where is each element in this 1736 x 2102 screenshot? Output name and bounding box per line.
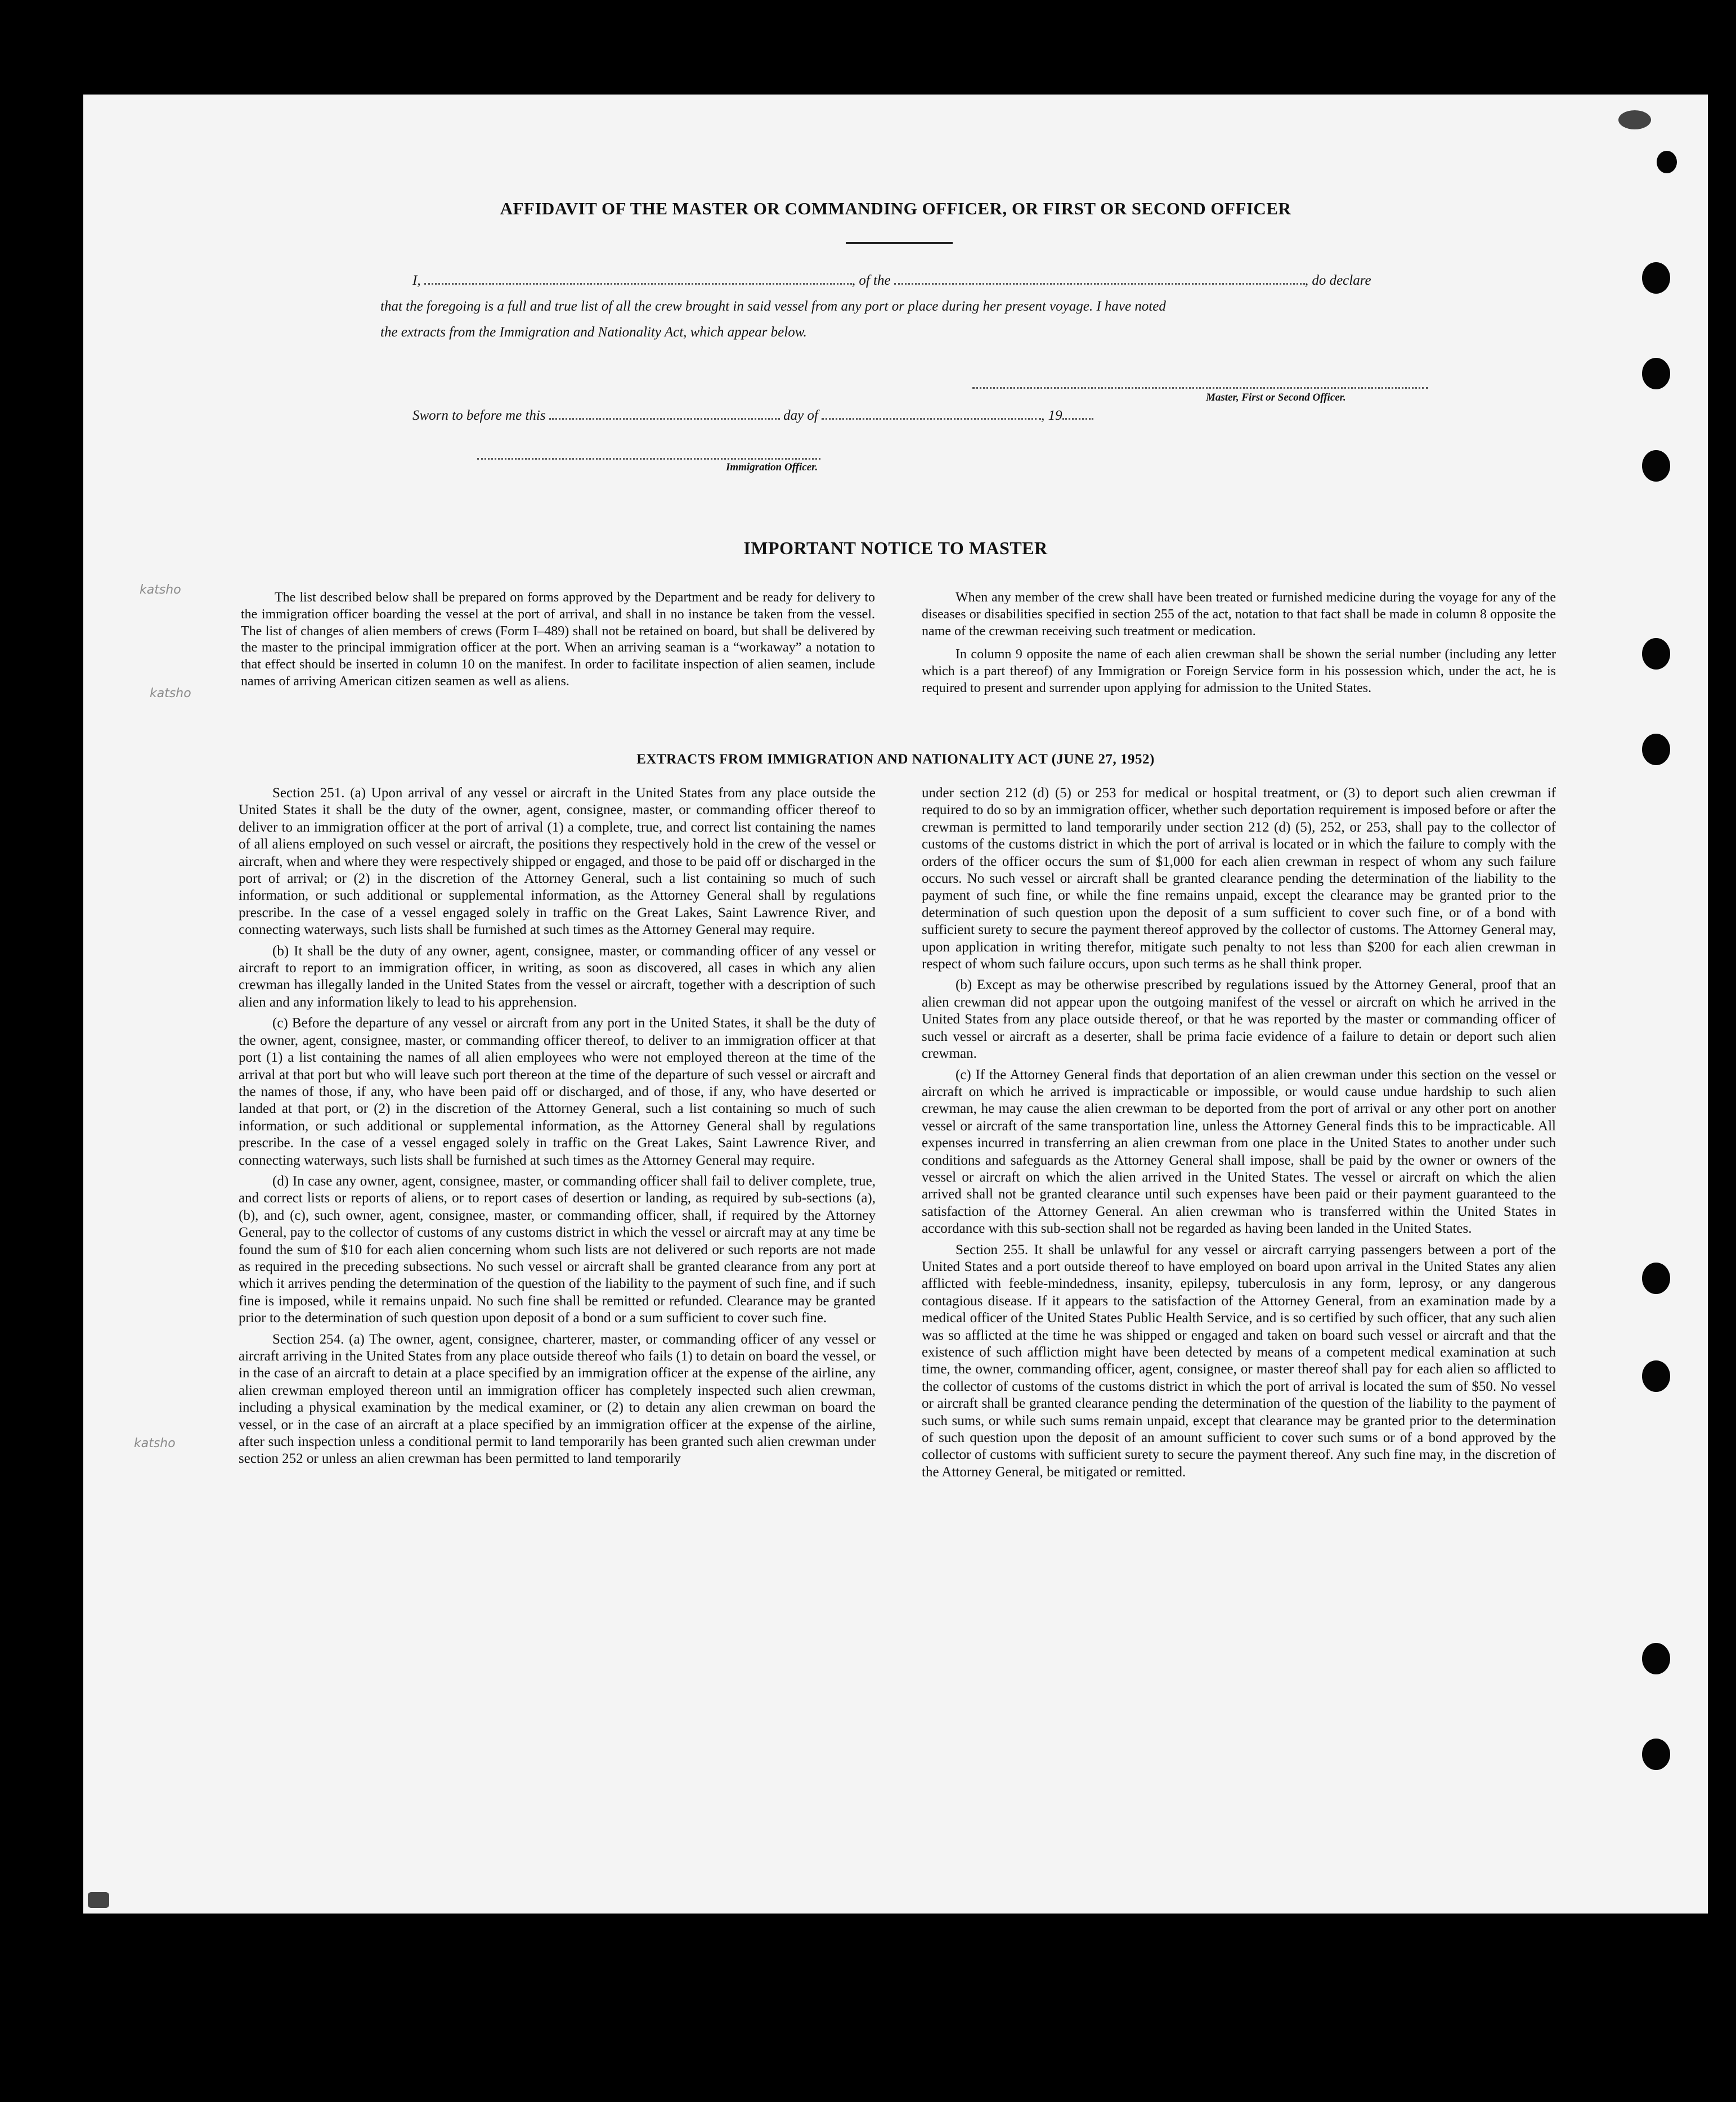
section-251-d: (d) In case any owner, agent, consignee, master, or commanding officer shall fail to deliver complete, true, and correct lists or reports of aliens, or to report cases of desertion or landing, as required by sub-sections (a), (b), and (c), such owner, agent, consignee, master, or commanding officer, shall, if required by the Attorney General, pay to the collector of customs of any customs district in which the vessel or aircraft may at any time be found the sum of $10 for each alien concerning whom such lists are not delivered or such reports are not made as required in the preceding subsections. No such vessel or aircraft shall be granted clearance from any port at which it arrives pending the determination of the question of the liability to the payment of such fine, and if such fine is imposed, while it remains unpaid. No such fine shall be remitted or refunded. Clearance may be granted prior to the determination of such question upon deposit of a bond or a sum sufficient to cover such fine. bbox=[239, 1173, 876, 1326]
of-the-label: , of the bbox=[851, 273, 891, 288]
section-251-c: (c) Before the departure of any vessel or aircraft from any port in the United States, it shall be the duty of the owner, agent, consignee, master, or commanding officer thereof, to deliver to an immigration officer at that port (1) a list containing the names of all alien employees who were not employed thereon at the time of the arrival at that port but who will leave such port thereon at the time of the departure of such vessel or aircraft and the names of those, if any, who have been paid off or discharged, and of those, if any, who have deserted or landed at that port, or (2) in the discretion of the Attorney General, such a list containing so much of such information, or such additional or supplemental information, as the Attorney General shall by regulations prescribe. In the case of a vessel engaged solely in traffic on the Great Lakes, Saint Lawrence River, and connecting waterways, such lists shall be furnished at such times as the Attorney General may require. bbox=[239, 1016, 876, 1168]
punch-hole bbox=[1642, 262, 1670, 294]
punch-hole bbox=[1642, 1263, 1670, 1294]
ink-speck bbox=[88, 1892, 109, 1908]
document-page bbox=[83, 95, 1708, 1914]
punch-hole bbox=[1642, 1360, 1670, 1392]
immigration-officer-caption: Immigration Officer. bbox=[726, 461, 818, 473]
notice-right-paragraph-2: In column 9 opposite the name of each alien crewman shall be shown the serial number (including any letter which is a part thereof) of any Immigration or Foreign Service form in his possession which, under the act, he is required to present and surrender upon applying for admission to the United States. bbox=[922, 647, 1556, 695]
notice-right-paragraph-1: When any member of the crew shall have been treated or furnished medicine during the voyage for any of the diseases or disabilities specified in section 255 of the act, notation to that fact shall be made in column 8 opposite the name of the crewman receiving such treatment or medication. bbox=[922, 590, 1556, 639]
day-of-label: day of bbox=[783, 408, 818, 423]
punch-hole bbox=[1642, 1739, 1670, 1770]
margin-note: katsho bbox=[140, 583, 181, 597]
extracts-title: EXTRACTS FROM IMMIGRATION AND NATIONALITY ACT (JUNE 27, 1952) bbox=[636, 752, 1155, 767]
year-label: , 19 bbox=[1041, 408, 1062, 423]
section-251-a: Section 251. (a) Upon arrival of any vessel or aircraft in the United States from any place outside the United States it shall be the duty of the owner, agent, consignee, master, or commanding officer thereof to deliver to an immigration officer at the port of arrival (1) a complete, true, and correct list containing the names of all aliens employed on such vessel or aircraft, the positions they respectively hold in the crew of the vessel or aircraft, when and where they were respectively shipped or engaged, and those to be paid off or discharged in the port of arrival; or (2) in the discretion of the Attorney General, such a list containing so much of such information, or such additional or supplemental information, as the Attorney General shall by regulations prescribe. In the case of a vessel engaged solely in traffic on the Great Lakes, Saint Lawrence River, and connecting waterways, such lists shall be furnished at such times as the Attorney General may require. bbox=[239, 785, 876, 938]
notice-title: IMPORTANT NOTICE TO MASTER bbox=[743, 538, 1048, 558]
sworn-year-blank bbox=[1062, 408, 1093, 420]
vessel-blank bbox=[894, 273, 1305, 285]
declaration-line-1: that the foregoing is a full and true list of all the crew brought in said vessel from any port or place during her present voyage. I have noted bbox=[380, 299, 1166, 314]
notice-left-column bbox=[241, 590, 875, 694]
punch-hole bbox=[1657, 151, 1677, 173]
punch-hole bbox=[1642, 358, 1670, 389]
sworn-month-blank bbox=[822, 408, 1041, 420]
ink-speck bbox=[1618, 110, 1651, 129]
punch-hole bbox=[1642, 638, 1670, 670]
punch-hole bbox=[1642, 450, 1670, 482]
section-255: Section 255. It shall be unlawful for any vessel or aircraft carrying passengers between a port of the United States and a port outside thereof to have employed on board upon arrival in the United States any alien afflicted with feeble-mindedness, insanity, epilepsy, tuberculosis in any form, leprosy, or any dangerous contagious disease. If it appears to the satisfaction of the Attorney General, from an examination made by a medical officer of the United States Public Health Service, and is so certified by such officer, that any such alien was so afflicted at the time he was shipped or engaged and taken on board such vessel or aircraft and that the existence of such affliction might have been detected by means of a competent medical examination at such time, the owner, commanding officer, agent, consignee, or master thereof shall pay for each alien so afflicted to the collector of customs of the customs district in which the port of arrival is located the sum of $50. No vessel or aircraft shall be granted clearance pending the determination of the question of the liability to the payment of such sums, or while such sums remain unpaid, except that clearance may be granted prior to the determination of such question upon the deposit of an amount sufficient to cover such sums or of a bond approved by the collector of customs with sufficient surety to secure the payment thereof. Any such fine may, in the discretion of the Attorney General, be mitigated or remitted. bbox=[922, 1242, 1556, 1480]
i-label: I, bbox=[412, 273, 421, 288]
master-signature-line bbox=[972, 377, 1428, 389]
section-251-b: (b) It shall be the duty of any owner, agent, consignee, master, or commanding officer of any vessel or aircraft to report to an immigration officer, in writing, as soon as discovered, all cases in which any alien crewman has illegally landed in the United States from the vessel or aircraft, together with a description of such alien and any information likely to lead to his apprehension. bbox=[239, 943, 876, 1010]
title-underline bbox=[846, 242, 953, 244]
sworn-label: Sworn to before me this bbox=[412, 408, 546, 423]
punch-hole bbox=[1642, 1643, 1670, 1674]
margin-note: katsho bbox=[134, 1436, 176, 1450]
immigration-officer-signature-line bbox=[477, 448, 820, 460]
affidavit-title: AFFIDAVIT OF THE MASTER OR COMMANDING OFFICER, OR FIRST OR SECOND OFFICER bbox=[500, 199, 1291, 218]
section-254-a-continued: under section 212 (d) (5) or 253 for medical or hospital treatment, or (3) to deport such alien crewman if required to do so by an immigration officer, whether such deportation requirement is imposed before or after the crewman is permitted to land temporarily under section 212 (d) (5), 252, or 253, shall pay to the collector of customs of the customs district in which the port of arrival is located or in which the failure to comply with the orders of the officer occurs the sum of $1,000 for each alien crewman in respect of whom any such failure occurs. No such vessel or aircraft shall be granted clearance pending the determination of the liability to the payment of such fine, or while the fine remains unpaid, except the clearance may be granted prior to the determination of such question upon the deposit of a sum sufficient to cover such fine, or of a bond with sufficient surety to secure the payment thereof approved by the collector of customs. The Attorney General may, upon application in writing therefor, mitigate such penalty to not less than $200 for each alien crewman in respect of whom such failure occurs, upon such terms as he shall think proper. bbox=[922, 785, 1556, 972]
section-254-a: Section 254. (a) The owner, agent, consignee, charterer, master, or commanding officer of any vessel or aircraft arriving in the United States from any place outside thereof who fails (1) to detain on board the vessel, or in the case of an aircraft to detain at a place specified by an immigration officer at the expense of the airline, any alien crewman employed thereon until an immigration officer has completely inspected such alien crewman, including a physical examination by the medical examiner, or (2) to detain any alien crewman on board the vessel, or in the case of an aircraft at a place specified by an immigration officer at the expense of the airline, after such inspection unless a conditional permit to land temporarily has been granted such alien crewman under section 252 or unless an alien crewman has been permitted to land temporarily bbox=[239, 1331, 876, 1467]
sworn-day-blank bbox=[549, 408, 780, 420]
extracts-right-column bbox=[922, 785, 1556, 1485]
do-declare-label: , do declare bbox=[1304, 273, 1371, 288]
section-254-c: (c) If the Attorney General finds that deportation of an alien crewman under this section on the vessel or aircraft on which he arrived is impracticable or impossible, or would cause undue hardship to such alien crewman, he may cause the alien crewman to be deported from the port of arrival or any other port on another vessel or aircraft of the same transportation line, unless the Attorney General finds this to be impracticable. All expenses incurred in transferring an alien crewman from one place in the United States to another under such conditions and safeguards as the Attorney General shall impose, shall be paid by the owner or owners of the vessel or aircraft on which the alien arrived in the United States. The vessel or aircraft on which the alien arrived shall not be granted clearance until such expenses have been paid or their payment guaranteed to the satisfaction of the Attorney General. An alien crewman who is transferred within the United States in accordance with this sub-section shall not be regarded as having been landed in the United States. bbox=[922, 1067, 1556, 1237]
declaration-line-2: the extracts from the Immigration and Nationality Act, which appear below. bbox=[380, 325, 807, 340]
affidavit-line-1 bbox=[412, 268, 1371, 294]
master-caption: Master, First or Second Officer. bbox=[1206, 392, 1346, 403]
sworn-line bbox=[412, 403, 1093, 429]
margin-note: katsho bbox=[150, 686, 191, 700]
section-254-b: (b) Except as may be otherwise prescribed by regulations issued by the Attorney General, proof that an alien crewman did not appear upon the outgoing manifest of the vessel or aircraft on which he arrived in the United States from any place outside thereof, or that he was reported by the master or commanding officer of such vessel or aircraft as a deserter, shall be prima facie evidence of a failure to detain or deport such alien crewman. bbox=[922, 977, 1556, 1062]
punch-hole bbox=[1642, 734, 1670, 765]
extracts-left-column bbox=[239, 785, 876, 1472]
notice-right-column bbox=[922, 590, 1556, 701]
notice-left-paragraph: The list described below shall be prepared on forms approved by the Department and be ready for delivery to the immigration officer boarding the vessel at the port of arrival, and shall in no instance be taken from the vessel. The list of changes of alien members of crews (Form I–489) shall not be retained on board, but shall be delivered by the master to the principal immigration officer at the port. When an arriving seaman is a “workaway” a notation to that effect should be inserted in column 10 on the manifest. In order to facilitate inspection of alien seamen, include names of arriving American citizen seamen as well as aliens. bbox=[241, 590, 875, 689]
name-blank bbox=[424, 273, 852, 285]
